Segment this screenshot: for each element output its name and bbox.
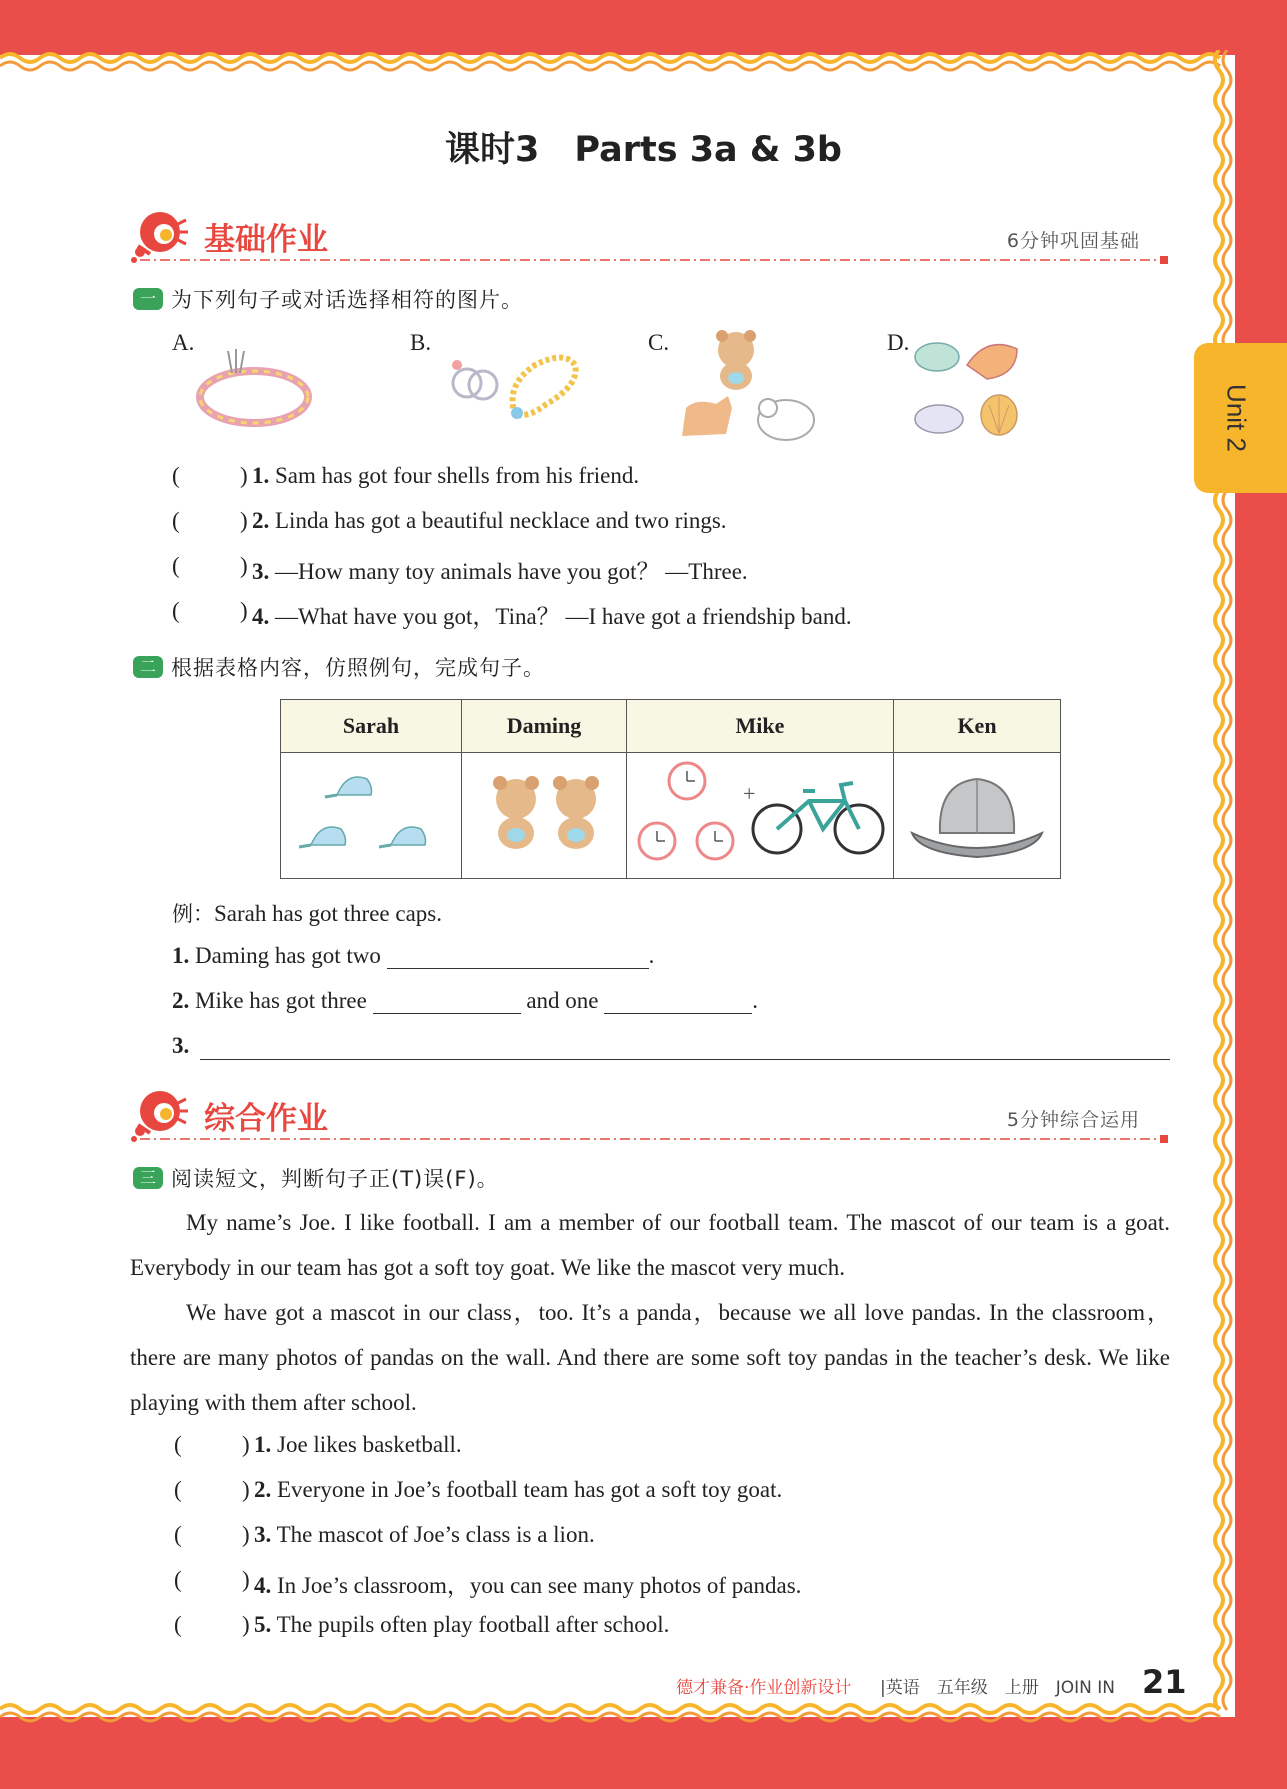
teddy-bears-icon	[462, 753, 626, 873]
answer-paren-close: )	[242, 1567, 250, 1592]
item-number: 1.	[252, 463, 270, 488]
table-cell-ken	[894, 753, 1061, 879]
reading-paragraph-2: We have got a mascot in our class，too. It’s a panda，because we all love pandas. In the classroom，there are many photos of pandas on the wall. And there are some soft toy pandas in the teacher’s desk. We like playing with them after school.	[130, 1300, 1170, 1415]
task-2-question-3	[172, 1033, 189, 1059]
task-2-header	[133, 652, 545, 682]
task-1-item-4	[252, 598, 852, 631]
item-text: Everyone in Joe’s football team has got a soft toy goat.	[271, 1477, 783, 1502]
answer-paren-close: )	[242, 1522, 250, 1547]
item-text: The mascot of Joe’s class is a lion.	[271, 1522, 595, 1547]
item-number: 4.	[252, 604, 270, 629]
item-number: 3.	[252, 559, 270, 584]
task-3-number: 三	[133, 1167, 163, 1189]
plus-sign: +	[743, 781, 756, 806]
bell-badge-icon	[130, 1085, 190, 1141]
table-cell-sarah	[281, 753, 462, 879]
footer-subject: |英语 五年级 上册 JOIN IN	[880, 1678, 1115, 1698]
wavy-border-top	[0, 40, 1240, 80]
option-c-label: C.	[648, 330, 670, 355]
section-comprehensive-note: 5分钟综合运用	[1006, 1109, 1140, 1131]
example-sentence	[172, 898, 442, 928]
item-number: 2.	[252, 508, 270, 533]
table-cell-mike	[627, 753, 894, 879]
answer-paren-open: (	[172, 553, 180, 578]
task-1-instruction: 为下列句子或对话选择相符的图片。	[171, 288, 523, 312]
task-2-number: 二	[133, 656, 163, 678]
period: .	[752, 988, 758, 1013]
task-2-question-2	[172, 988, 758, 1014]
footer-series: 德才兼备·作业创新设计	[676, 1678, 852, 1698]
answer-blank[interactable]	[387, 944, 649, 969]
section-comprehensive-header	[130, 1085, 1170, 1145]
page-number: 21	[1142, 1663, 1187, 1701]
possessions-table	[280, 699, 1061, 879]
answer-paren-close: )	[240, 598, 248, 623]
answer-paren-close: )	[242, 1432, 250, 1457]
unit-tab	[1194, 343, 1287, 493]
item-text: Joe likes basketball.	[271, 1432, 462, 1457]
answer-paren-open: (	[174, 1477, 182, 1502]
friendship-band-icon	[192, 345, 314, 435]
answer-paren-open: (	[172, 508, 180, 533]
item-number: 5.	[254, 1612, 272, 1637]
caps-icon	[281, 753, 461, 873]
option-d-label: D.	[887, 330, 910, 355]
rings-necklace-icon	[445, 345, 585, 425]
task-3-item-3	[254, 1522, 595, 1548]
bell-badge-icon	[130, 206, 190, 262]
answer-paren-open: (	[174, 1522, 182, 1547]
section-comprehensive-title: 综合作业	[204, 1101, 328, 1137]
wavy-border-bottom	[0, 1695, 1240, 1735]
clocks-bike-icon	[627, 753, 893, 873]
option-a-label: A.	[172, 330, 195, 355]
item-number: 4.	[254, 1573, 272, 1598]
item-number: 2.	[254, 1477, 272, 1502]
task-3-item-1	[254, 1432, 462, 1458]
table-cell-daming	[462, 753, 627, 879]
answer-paren-close: )	[240, 463, 248, 488]
table-header-daming: Daming	[462, 700, 627, 753]
table-header-row	[281, 700, 1061, 753]
answer-blank[interactable]	[604, 989, 752, 1014]
task-1-item-1	[252, 463, 639, 489]
section-comprehensive-rule	[130, 1135, 1170, 1143]
answer-paren-open: (	[174, 1567, 182, 1592]
section-basic-note: 6分钟巩固基础	[1006, 230, 1140, 252]
task-1-header	[133, 284, 523, 314]
task-3-item-2	[254, 1477, 782, 1503]
section-basic-header	[130, 206, 1170, 266]
item-text: The pupils often play football after school.	[271, 1612, 670, 1637]
example-text: Sarah has got three caps.	[214, 901, 443, 926]
toy-animals-icon	[676, 328, 821, 446]
item-text: and one	[520, 988, 599, 1013]
answer-paren-close: )	[242, 1477, 250, 1502]
item-text: —What have you got，Tina？ —I have got a friendship band.	[269, 604, 852, 629]
table-header-ken: Ken	[894, 700, 1061, 753]
option-b-label: B.	[410, 330, 432, 355]
item-text: Linda has got a beautiful necklace and two rings.	[269, 508, 727, 533]
answer-blank[interactable]	[373, 989, 521, 1014]
item-number: 2.	[172, 988, 190, 1013]
table-header-sarah: Sarah	[281, 700, 462, 753]
answer-paren-open: (	[174, 1612, 182, 1637]
task-1-number: 一	[133, 288, 163, 310]
section-basic-rule	[130, 256, 1170, 264]
answer-paren-open: (	[174, 1432, 182, 1457]
answer-line[interactable]	[200, 1059, 1170, 1060]
lesson-title: 课时3 Parts 3a & 3b	[445, 130, 842, 170]
task-3-item-4	[254, 1567, 801, 1600]
answer-paren-close: )	[242, 1612, 250, 1637]
task-3-item-5	[254, 1612, 669, 1638]
reading-paragraph-1: My name’s Joe. I like football. I am a member of our football team. The mascot of our team is a goat. Everybody in our team has got a soft toy goat. We like the mascot very much.	[130, 1210, 1170, 1280]
item-text: —How many toy animals have you got？ —Three.	[269, 559, 748, 584]
hat-icon	[894, 753, 1060, 873]
item-number: 3.	[254, 1522, 272, 1547]
section-basic-title: 基础作业	[204, 222, 328, 258]
task-3-instruction: 阅读短文，判断句子正(T)误(F)。	[171, 1167, 499, 1191]
task-3-header	[133, 1163, 499, 1193]
item-text: In Joe’s classroom，you can see many photos of pandas.	[271, 1573, 802, 1598]
item-text: Sam has got four shells from his friend.	[269, 463, 640, 488]
item-number: 3.	[172, 1033, 190, 1058]
answer-paren-close: )	[240, 508, 248, 533]
answer-paren-open: (	[172, 463, 180, 488]
task-2-question-1	[172, 943, 654, 969]
period: .	[648, 943, 655, 968]
shells-icon	[907, 335, 1027, 445]
item-number: 1.	[172, 943, 190, 968]
answer-paren-open: (	[172, 598, 180, 623]
example-label: 例：	[172, 902, 214, 926]
answer-paren-close: )	[240, 553, 248, 578]
task-2-instruction: 根据表格内容，仿照例句，完成句子。	[171, 656, 545, 680]
item-text: Daming has got two	[189, 943, 381, 968]
table-header-mike: Mike	[627, 700, 894, 753]
wavy-border-right	[1205, 50, 1245, 1730]
task-1-item-2	[252, 508, 727, 534]
item-number: 1.	[254, 1432, 272, 1457]
item-text: Mike has got three	[189, 988, 367, 1013]
table-picture-row	[281, 753, 1061, 879]
task-1-item-3	[252, 553, 748, 586]
unit-tab-label: Unit 2	[1221, 384, 1252, 452]
